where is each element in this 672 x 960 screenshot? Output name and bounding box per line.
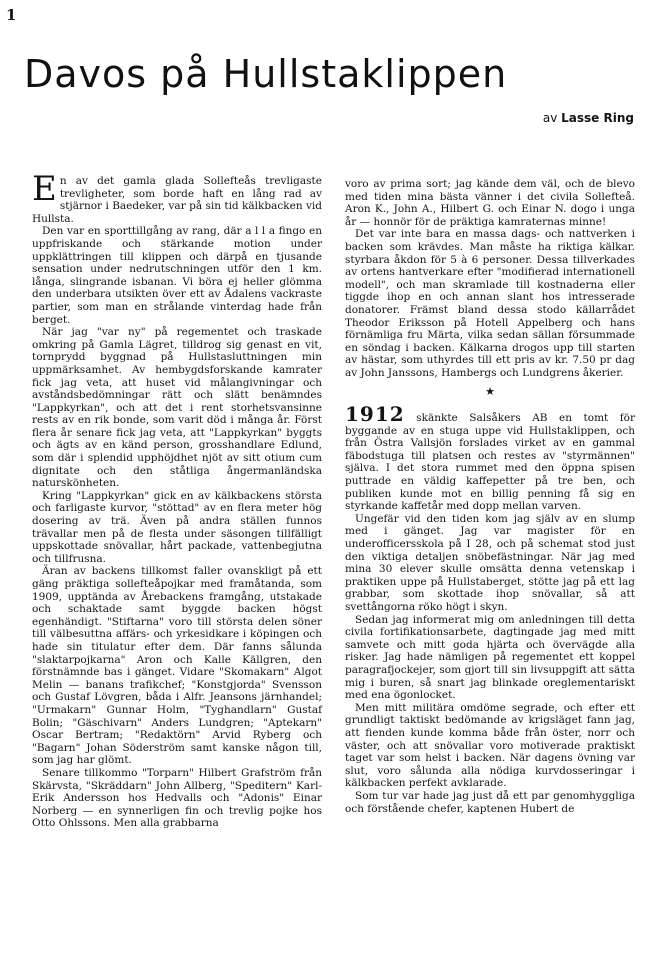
byline [543,111,634,125]
paragraph-text: skänkte Salsåkers AB en tomt för byggande av en stuga uppe vid Hullstaklippen, och från Östra Vallsjön forslades virket av en gammal fäbodstuga till platsen och restes av "styrmännen" själva. I det stora rummet med den öppna spisen puttrade en väldig kaffepetter på tre ben, och publiken kunde mot en billig penning få sig en styrkande kaffetår med dopp mellan varven. [345,412,635,513]
paragraph-text: När jag "var ny" på regementet och traskade omkring på Gamla Lägret, tilldrog sig genast en vit, tornprydd byggnad på Hullstasluttningen min uppmärksamhet. Av hembygdsforskande kamrater fick jag veta, att huset vid målangivningar och avståndsbedömningar rätt och slätt benämndes "Lappkyrkan", och att det i rent storhetsvansinne rests av en rik bonde, som varit död i många år. Först flera år senare fick jag veta, att "Lappkyrkan" byggts och ägts av en känd person, grosshandlare Edlund, som där i splendid upphöjdhet njöt av sitt otium cum dignitate och den ståtliga ångermanländska naturskönheten. [32,326,322,490]
paragraph-text: n av det gamla glada Sollefteås trevligaste trevligheter, som borde haft en lång rad av stjärnor i Baedeker, var på sin tid kälkbacken vid Hullsta. [32,175,322,225]
paragraph-text: Kring "Lappkyrkan" gick en av kälkbackens största och farligaste kurvor, "stöttad" av en flera meter hög dosering av trä. Även på andra ställen funnos trävallar men på de flesta under säsongen tillfälligt uppskottade snövallar, hårt packade, vattenbegjutna och tillfrusna. [32,489,322,565]
paragraph [345,702,635,790]
article-column-left [32,169,322,830]
paragraph [345,614,635,702]
paragraph-text: Som tur var hade jag just då ett par genomhyggliga och förstående chefer, kaptenen Hubert de [345,789,635,815]
drop-cap: 1912 [345,402,405,427]
paragraph [345,228,635,379]
page-number: 1 [6,6,17,24]
paragraph-text: Ungefär vid den tiden kom jag själv av en slump med i gänget. Jag var magister för en underofficersskola på I 28, och på schemat stod just den viktiga detaljen snöbefästningar. När jag med mina 30 elever skulle omsätta denna vetenskap i praktiken uppe på Hullstaberget, stötte jag på ett lag grabbar, som skottade ihop snövallar, så att svettångorna röko högt i skyn. [345,512,635,613]
paragraph [345,178,635,228]
paragraph [32,169,322,225]
paragraph [345,513,635,614]
paragraph-text: Den var en sporttillgång av rang, där a l l a fingo en uppfriskande och stärkande motion under uppklättringen till klippen och därpå en tjusande sensation under nedrutschningen utför den 1 km. långa, slingrande isbanan. Vi böra ej heller glömma den underbara utsikten över ett av Ådalens vackraste partier, som man en strålande vinterdag hade från berget. [32,225,322,326]
paragraph [345,790,635,815]
byline-prefix: av [542,111,558,125]
drop-cap: E [32,169,57,209]
paragraph-text: Äran av backens tillkomst faller ovanskligt på ett gäng präktiga sollefteåpojkar med framåtanda, som 1909, upptända av Årebackens framgång, utstakade och schaktade samt byggde backen högst egenhändigt. "Stiftarna" voro till största delen söner till välbesuttna affärs- och yrkesidkare i köpingen och hade sin titulatur efter dem. Där fanns sålunda "slaktarpojkarna" Aron och Kalle Källgren, den förstnämnde bas i gänget. Vidare "Skomakarn" Algot Melin — banans trafikchef; "Konstgjorda" Svensson och Gustaf Lövgren, båda i Alfr. Jeansons järnhandel; "Urmakarn" Gunnar Holm, "Tyghandlarn" Gustaf Bolin; "Gäschivarn" Anders Lundgren; "Aptekarn" Oscar Bertram; "Redaktörn" Arvid Ryberg och "Bagarn" Johan Söderström samt kanske någon till, som jag har glömt. [32,565,322,767]
paragraph-text: Senare tillkommo "Torparn" Hilbert Grafström från Skärvsta, "Skräddarn" John Allberg, "Speditern" Karl-Erik Andersson hos Hedvalls och "Adonis" Einar Norberg — en synnerligen fin och trevlig pojke hos Otto Ohlssons. Men alla grabbarna [32,766,322,830]
paragraph [32,225,322,326]
byline-author: Lasse Ring [561,111,634,125]
article-column-right [345,178,635,815]
paragraph-text: voro av prima sort; jag kände dem väl, och de blevo med tiden mina bästa vänner i det civila Sollefteå. Aron K., John A., Hilbert G. och Einar N. dogo i unga år — honnör för de präktiga kamraternas minne! [345,178,635,228]
paragraph [32,565,322,767]
paragraph [32,326,322,490]
section-star-separator: ★ [485,384,495,398]
paragraph [32,767,322,830]
paragraph [32,490,322,566]
page-title: Davos på Hullstaklippen [24,52,508,96]
paragraph-text: Men mitt militära omdöme segrade, och efter ett grundligt taktiskt bedömande av krigsläget fann jag, att fienden kunde komma både från öster, norr och väster, och att snövallar voro motiverade praktiskt taget var som helst i backen. När dagens övning var slut, voro sålunda alla nödiga kurvdosseringar i kälkbacken perfekt avklarade. [345,701,635,790]
paragraph [345,402,635,513]
paragraph-text: Sedan jag informerat mig om anledningen till detta civila fortifikationsarbete, dagtingade jag med mitt samvete och mitt goda hjärta och övervägde alla risker. Jag hade nämligen på regementet ett koppel paragrafjockejer, som gjort till sin livsuppgift att sätta mig i buren, så snart jag blinkade oreglementariskt med ena ögonlocket. [345,613,635,702]
paragraph-text: Det var inte bara en massa dags- och nattverken i backen som krävdes. Man måste ha riktiga kälkar. styrbara åkdon för 5 à 6 personer. Dessa tillverkades av ortens hantverkare efter "modifierad internationell modell", och man skramlade till kostnaderna eller tiggde ihop en och annan slant hos intresserade donatorer. Främst bland dessa stodo källarrådet Theodor Eriksson på Hotell Appelberg och hans förnämliga fru Märta, vilka sedan sällan försummade en söndag i backen. Kälkarna drogos upp till starten av hästar, som uthyrdes till ett pris av kr. 7.50 pr dag av John Janssons, Hambergs och Lundgrens åkerier. [345,228,635,379]
